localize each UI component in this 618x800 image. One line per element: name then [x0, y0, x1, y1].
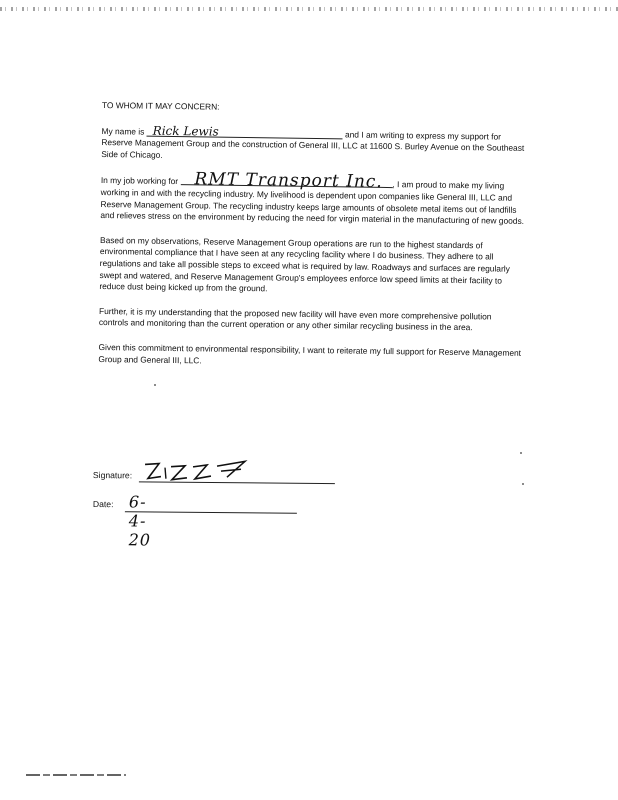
scan-speck — [522, 483, 524, 485]
scan-artifact-bottom — [26, 774, 126, 776]
scan-speck — [520, 452, 522, 454]
paragraph-closing-support: Given this commitment to environmental responsibility, I want to reiterate my full support for Reserve Management Group and General III, LLC. — [98, 341, 522, 365]
letter-body — [98, 100, 526, 371]
date-row — [92, 492, 152, 550]
paragraph-observations: Based on my observations, Reserve Management Group operations are run to the highest standards of environmental compliance that I have seen at any recycling facility where I do business. They adhere to all regulations and take all possible steps to exceed what is required by law. Roadways and surfaces are regularly swept and watered, and Reserve Management Group's employees enforce low speed limits at their facility to reduce dust being kicked up from the ground. — [99, 234, 510, 294]
signature-row — [93, 470, 132, 480]
date-label: Date: — [92, 499, 114, 510]
paragraph-employment — [100, 169, 525, 227]
intro-body-text: and I am writing to express my support for Reserve Management Group and the construction of General III, LLC at 11600 S. Burley Avenue on the Southeast Side of Chicago. — [101, 128, 525, 160]
handwritten-name: Rick Lewis — [147, 125, 343, 139]
employment-body-text: , I am proud to make my living working in and with the recycling industry. My livelihood is dependent upon companies like General III, LLC and Reserve Management Group. The recycling industry keeps large amounts of obsolete metal items out of landfills and relieves stress on the environment by reducing the need for virgin material in the manufacturing of new goods. — [100, 179, 525, 227]
paragraph-new-facility: Further, it is my understanding that the proposed new facility will have even more comprehensive pollution controls and monitoring than the current operation or any other similar recycling business in the area. — [98, 305, 492, 333]
handwritten-date: 6-4-20 — [128, 492, 152, 550]
scan-artifact-top — [0, 7, 618, 11]
signature-label: Signature: — [92, 470, 133, 481]
scan-speck — [154, 384, 156, 386]
intro-lead-text: My name is — [101, 125, 145, 137]
salutation: TO WHOM IT MAY CONCERN: — [101, 100, 220, 112]
handwritten-employer: RMT Transport Inc. — [180, 174, 392, 188]
paragraph-introduction — [101, 125, 525, 167]
handwritten-signature — [141, 458, 251, 485]
employment-lead-text: In my job working for — [100, 175, 179, 187]
